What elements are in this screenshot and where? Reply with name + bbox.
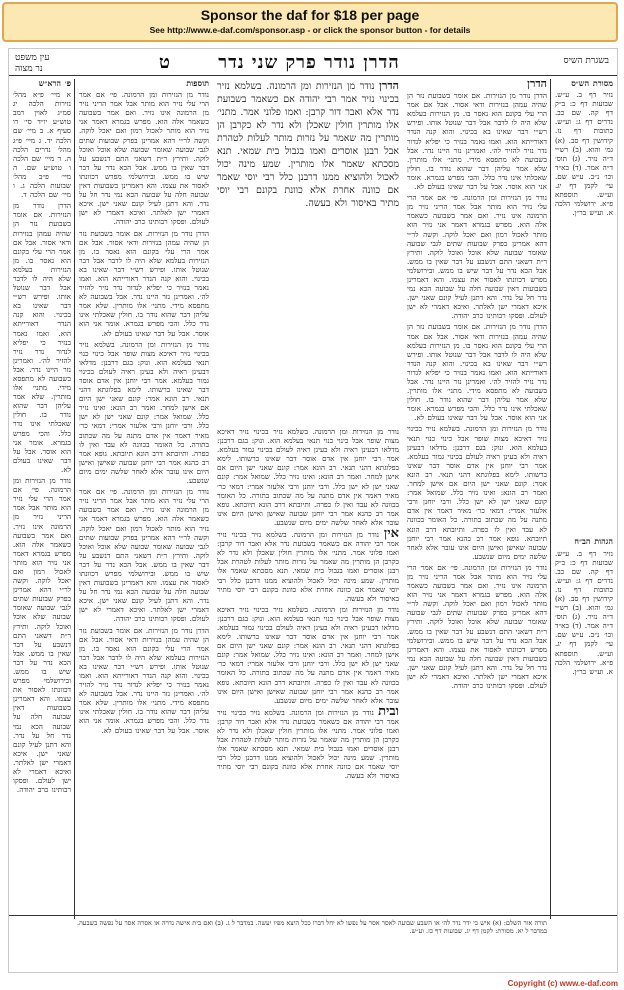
tosafot-text-5: הדרן נודר מן הנזירות. אם אומר בשבועת נזר הן שהיה עמהן בנזירות ודאי אסור. אבל אם אמר הרי עלי בקונם הוא נאסר בו. מן הנזירות בעלמא שלא היה לו לדבר אבל דבר שנוטל אותו. ופירש רש״י דבר שאינו בא בכינוי. והוא קנה הנדר דאורייתא הוא. ואמו נאמר בנזיר כי יפליא לנדור נדר נזיר להזיר לה׳. ואמרינן נזר היינו נדר. אבל בשבועה לא מתפסא מידי. מתני׳ אלו מותרין. שלא אמר עליהן דבר שהוא נודר בו. חולין שאכלתי אינו נדר כלל. והכי מפרש בגמרא. אומר אני הוא אוסר. אבל על דבר שאינו בעולם לא. <box>79 625 209 735</box>
header-left <box>15 53 49 76</box>
rashi-text-2: נודר מן הנזירות ומן הרמונה. פי׳ אם אמר הרי עלי נזיר הוא מותר אבל אמר הריני נזיר מן הרמונה אינו נזיר. ואם אמר בשבועה כשאמר אלה הוא. מפרש בגמרא דאמר אני נזיר הוא מותר לאכול רמון ואם יאכל לוקה. וקשה לר״י דהא אמרינן בפרק שבועות שתים לגבי שבועה שאומר שבועה שלא אוכל ואוכל לוקה. ותירץ ר״ת דשאני התם דנשבע על דבר שאין בו ממש. אבל הכא נדר על דבר שיש בו ממש. ובירושלמי מפרש דכוונתו לאסור את עצמו. והא דאמרינן בשבועות דאין שבועה חלה על שבועה הכא נמי נדר חל על נדר. והא דתנן לעיל קונם שאני ישן. איכא דאמרי ישן לאלתר. ואיכא דאמרי לא ישן לעולם. ופסקו רבותינו כרב יהודה. <box>407 193 547 321</box>
left-notes-text-2: הדרן נודר מן הנזירות. אם אומר בשבועת נזר הן שהיה עמהן בנזירות ודאי אסור. אבל אם אמר הרי עלי בקונם הוא נאסר בו. מן הנזירות בעלמא שלא היה לו לדבר אבל דבר שנוטל אותו. ופירש רש״י דבר שאינו בא בכינוי. והוא קנה הנדר דאורייתא הוא. ואמו נאמר בנזיר כי יפליא לנדור נדר נזיר להזיר לה׳. ואמרינן נזר היינו נדר. אבל בשבועה לא מתפסא מידי. מתני׳ אלו מותרין. שלא אמר עליהן דבר שהוא נודר בו. חולין שאכלתי אינו נדר כלל. והכי מפרש בגמרא. אומר אני הוא אוסר. אבל על דבר שאינו בעולם לא. <box>13 201 71 474</box>
talmud-page <box>8 48 618 973</box>
sponsor-subtitle[interactable]: See http://www.e-daf.com/sponsor.asp - or click the sponsor button - for details <box>149 25 471 35</box>
page-title: הדרן נודר פרק שני נדר <box>218 52 400 73</box>
right-notes-heading: מסורת הש״ס <box>571 79 613 88</box>
right-notes-heading-2: הגהות הב״ח <box>574 536 613 547</box>
gemara-lower-text <box>217 427 399 909</box>
left-margin-rule <box>74 79 75 919</box>
rashi-column <box>407 79 547 909</box>
gemara-center-block <box>217 79 399 419</box>
rashi-lead: הדרן <box>527 79 547 90</box>
gemara-bigword-1: אין <box>383 526 399 542</box>
tosafot-column <box>79 79 209 909</box>
header-right: בשגרת השיס <box>563 56 609 66</box>
left-margin-notes <box>13 79 71 919</box>
right-notes-text-2: נזיר דף ב. ע״ש. שבועות דף כ: ב״ק דף קה. שם כב. נדרים דף ג: וע״ש. כתובות דף נז. קידושין דף סב. (א) גמ׳ והוא. (ב) רש״י ד״ה נזיר. (ג) תוס׳ ד״ה אמר. (ד) בא״ד וכו׳ נ״ב. ע״ש שם. עי׳ לקמן דף יג. וע״ש. תוספתא פ״א. ירושלמי הלכה א. וע״ש בר״ן. <box>555 548 613 676</box>
ner-mitzvah-label: נר מצוה <box>15 64 43 75</box>
gemara-text-4: נודר מן הנזירות ומן הרמונה. בשלמא נזיר בכינוי נזיר אמר רבי יהודה אם כשאמר בשבועת נדר אלא ואבר דור קרבן: ואמו פלוני אמר. מתני׳ אלו מותרין חולין שאכלן ולא נדר לא כקרבן הן מותרין מה שאמר על נזרות מותר לעלות לטהרת אבל רבנן אוסרים ואמו בגבול בית שמאי. תנא מסכתא שאמר אלו מותרין. שמע מינה יכול לאכול ולהוציא ממנו דרבנן כלל רבי יוסי שאמר אם כוונה אחרת אלא כוונת בקונם רבי יוסי מתיר באיסור ולא בעשה. <box>217 707 399 781</box>
left-notes-text-3: נודר מן הנזירות ומן הרמונה. פי׳ אם אמר הרי עלי נזיר הוא מותר אבל אמר הריני נזיר מן הרמונה אינו נזיר. ואם אמר בשבועה כשאמר אלה הוא. מפרש בגמרא דאמר אני נזיר הוא מותר לאכול רמון ואם יאכל לוקה. וקשה לר״י דהא אמרינן בפרק שבועות שתים לגבי שבועה שאומר שבועה שלא אוכל ואוכל לוקה. ותירץ ר״ת דשאני התם דנשבע על דבר שאין בו ממש. אבל הכא נדר על דבר שיש בו ממש. ובירושלמי מפרש דכוונתו לאסור את עצמו. והא דאמרינן בשבועות דאין שבועה חלה על שבועה הכא נמי נדר חל על נדר. והא דתנן לעיל קונם שאני ישן. איכא דאמרי ישן לאלתר. ואיכא דאמרי לא ישן לעולם. ופסקו רבותינו כרב יהודה. <box>13 476 71 795</box>
copyright-link[interactable]: Copyright (c) www.e-daf.com <box>507 979 618 988</box>
ein-mishpat-label: עין משפט <box>15 53 50 63</box>
gemara-text-3: נודר מן הנזירות ומן הרמונה. בשלמא נזיר בכינוי נזיר דאיכא מצות שופר אבל כינוי כנוי תנאי בעלמא הוא. ונוק: בגם דרבנן: מדלאו דבעינן ראיה ולא בעינן ראיה לעולם בכינוי גמור בעלמא. אמר רבי יוחנן אין אדם אוסר דבר שאינו ברשותו. לימא בפלוגתא דהני תנאי. רב הונא אמר: קונם שאני ישן היום אם אישן למחר. ואמר רב הונא: ואינו נזיר כלל. שמואל אמר: קונם שאני ישן לא ישן כלל. ורבי יוחנן ורבי אלעזר אמרי: דמאי כר׳ מאיר דאמר אין אדם מתנה על מה שכתוב בתורה. כל האומר בכוונה לא עבד ואין לו כפרה. ותיובתא דרב הונא תיובתא. גופא אמר רב כהנא אמר רבי יוחנן שבועה שאישן ואישן היום אינו עובר אלא לאחר שלשה ימים מיום שנשבע. <box>217 604 399 705</box>
rashi-text-4: נודר מן הנזירות ומן הרמונה. בשלמא נזיר בכינוי נזיר דאיכא מצות שופר אבל כינוי כנוי תנאי בעלמא הוא. ונוק: בגם דרבנן: מדלאו דבעינן ראיה ולא בעינן ראיה לעולם בכינוי גמור בעלמא. אמר רבי יוחנן אין אדם אוסר דבר שאינו ברשותו. לימא בפלוגתא דהני תנאי. רב הונא אמר: קונם שאני ישן היום אם אישן למחר. ואמר רב הונא: ואינו נזיר כלל. שמואל אמר: קונם שאני ישן לא ישן כלל. ורבי יוחנן ורבי אלעזר אמרי: דמאי כר׳ מאיר דאמר אין אדם מתנה על מה שכתוב בתורה. כל האומר בכוונה לא עבד ואין לו כפרה. ותיובתא דרב הונא תיובתא. גופא אמר רב כהנא אמר רבי יוחנן שבועה שאישן ואישן היום אינו עובר אלא לאחר שלשה ימים מיום שנשבע. <box>407 424 547 561</box>
sponsor-title[interactable]: Sponsor the daf for $18 per page <box>200 7 420 23</box>
left-notes-text: א מיי׳ פ״א מהל׳ נזירות הלכה יג סמ״ג לאוין רמב טוש״ע יו״ד סי׳ רו סעיף א. ב מיי׳ שם הלכה יד. ג מיי׳ פ״ג מהל׳ נדרים הלכה ה. ד מיי׳ שם הלכה ו טוש״ע שם. ה מיי׳ פ״ב מהל׳ שבועות הלכה ג. ו מיי׳ שם הלכה ד. <box>13 90 71 200</box>
gemara-center-text: נודר מן הנזירות ומן הרמונה. בשלמא נזיר בכינוי נזיר אמר רבי יהודה אם כשאמר בשבועת נדר אלא ואבר דור קרבן: ואמו פלוני אמר. מתני׳ אלו מותרין חולין שאכלן ולא נדר לא כקרבן הן מותרין מה שאמר על נזרות מותר לעלות לטהרת אבל רבנן אוסרים ואמו בגבול בית שמאי. תנא מסכתא שאמר אלו מותרין. שמע מינה יכול לאכול ולהוציא ממנו דרבנן כלל רבי יוסי שאמר אם כוונה אחרת אלא כוונת בקונם רבי יוסי מתיר באיסור ולא בעשה. <box>217 81 399 209</box>
rashi-text-5: נודר מן הנזירות ומן הרמונה. פי׳ אם אמר הרי עלי נזיר הוא מותר אבל אמר הריני נזיר מן הרמונה אינו נזיר. ואם אמר בשבועה כשאמר אלה הוא. מפרש בגמרא דאמר אני נזיר הוא מותר לאכול רמון ואם יאכל לוקה. וקשה לר״י דהא אמרינן בפרק שבועות שתים לגבי שבועה שאומר שבועה שלא אוכל ואוכל לוקה. ותירץ ר״ת דשאני התם דנשבע על דבר שאין בו ממש. אבל הכא נדר על דבר שיש בו ממש. ובירושלמי מפרש דכוונתו לאסור את עצמו. והא דאמרינן בשבועות דאין שבועה חלה על שבועה הכא נמי נדר חל על נדר. והא דתנן לעיל קונם שאני ישן. איכא דאמרי ישן לאלתר. ואיכא דאמרי לא ישן לעולם. ופסקו רבותינו כרב יהודה. <box>407 562 547 691</box>
gemara-lead: הדרן <box>379 79 399 92</box>
gemara-text-2: נודר מן הנזירות ומן הרמונה. בשלמא נזיר בכינוי נזיר אמר רבי יהודה אם כשאמר בשבועת נדר אלא ואבר דור קרבן: ואמו פלוני אמר. מתני׳ אלו מותרין חולין שאכלן ולא נדר לא כקרבן הן מותרין מה שאמר על נזרות מותר לעלות לטהרת אבל רבנן אוסרים ואמו בגבול בית שמאי. תנא מסכתא שאמר אלו מותרין. שמע מינה יכול לאכול ולהוציא ממנו דרבנן כלל רבי יוסי שאמר אם כוונה אחרת אלא כוונת בקונם רבי יוסי מתיר באיסור ולא בעשה. <box>217 530 399 603</box>
right-margin-rule <box>550 79 551 919</box>
tosafot-text: נודר מן הנזירות ומן הרמונה. פי׳ אם אמר הרי עלי נזיר הוא מותר אבל אמר הריני נזיר מן הרמונה אינו נזיר. ואם אמר בשבועה כשאמר אלה הוא. מפרש בגמרא דאמר אני נזיר הוא מותר לאכול רמון ואם יאכל לוקה. וקשה לר״י דהא אמרינן בפרק שבועות שתים לגבי שבועה שאומר שבועה שלא אוכל ואוכל לוקה. ותירץ ר״ת דשאני התם דנשבע על דבר שאין בו ממש. אבל הכא נדר על דבר שיש בו ממש. ובירושלמי מפרש דכוונתו לאסור את עצמו. והא דאמרינן בשבועות דאין שבועה חלה על שבועה הכא נמי נדר חל על נדר. והא דתנן לעיל קונם שאני ישן. איכא דאמרי ישן לאלתר. ואיכא דאמרי לא ישן לעולם. ופסקו רבותינו כרב יהודה. <box>79 90 209 227</box>
tosafot-text-3: נודר מן הנזירות ומן הרמונה. בשלמא נזיר בכינוי נזיר דאיכא מצות שופר אבל כינוי כנוי תנאי בעלמא הוא. ונוק: בגם דרבנן: מדלאו דבעינן ראיה ולא בעינן ראיה לעולם בכינוי גמור בעלמא. אמר רבי יוחנן אין אדם אוסר דבר שאינו ברשותו. לימא בפלוגתא דהני תנאי. רב הונא אמר: קונם שאני ישן היום אם אישן למחר. ואמר רב הונא: ואינו נזיר כלל. שמואל אמר: קונם שאני ישן לא ישן כלל. ורבי יוחנן ורבי אלעזר אמרי: דמאי כר׳ מאיר דאמר אין אדם מתנה על מה שכתוב בתורה. כל האומר בכוונה לא עבד ואין לו כפרה. ותיובתא דרב הונא תיובתא. גופא אמר רב כהנא אמר רבי יוחנן שבועה שאישן ואישן היום אינו עובר אלא לאחר שלשה ימים מיום שנשבע. <box>79 339 209 486</box>
header-rule <box>9 75 617 76</box>
gemara-text: נודר מן הנזירות ומן הרמונה. בשלמא נזיר בכינוי נזיר דאיכא מצות שופר אבל כינוי כנוי תנאי בעלמא הוא. ונוק: בגם דרבנן: מדלאו דבעינן ראיה ולא בעינן ראיה לעולם בכינוי גמור בעלמא. אמר רבי יוחנן אין אדם אוסר דבר שאינו ברשותו. לימא בפלוגתא דהני תנאי. רב הונא אמר: קונם שאני ישן היום אם אישן למחר. ואמר רב הונא: ואינו נזיר כלל. שמואל אמר: קונם שאני ישן לא ישן כלל. ורבי יוחנן ורבי אלעזר אמרי: דמאי כר׳ מאיר דאמר אין אדם מתנה על מה שכתוב בתורה. כל האומר בכוונה לא עבד ואין לו כפרה. ותיובתא דרב הונא תיובתא. גופא אמר רב כהנא אמר רבי יוחנן שבועה שאישן ואישן היום אינו עובר אלא לאחר שלשה ימים מיום שנשבע. <box>217 427 399 527</box>
footnote-rule <box>9 915 617 916</box>
tosafot-text-2: הדרן נודר מן הנזירות. אם אומר בשבועת נזר הן שהיה עמהן בנזירות ודאי אסור. אבל אם אמר הרי עלי בקונם הוא נאסר בו. מן הנזירות בעלמא שלא היה לו לדבר אבל דבר שנוטל אותו. ופירש רש״י דבר שאינו בא בכינוי. והוא קנה הנדר דאורייתא הוא. ואמו נאמר בנזיר כי יפליא לנדור נדר נזיר להזיר לה׳. ואמרינן נזר היינו נדר. אבל בשבועה לא מתפסא מידי. מתני׳ אלו מותרין. שלא אמר עליהן דבר שהוא נודר בו. חולין שאכלתי אינו נדר כלל. והכי מפרש בגמרא. אומר אני הוא אוסר. אבל על דבר שאינו בעולם לא. <box>79 228 209 338</box>
tosafot-heading: תוספות <box>186 79 209 88</box>
rashi-text: הדרן נודר מן הנזירות. אם אומר בשבועת נזר הן שהיה עמהן בנזירות ודאי אסור. אבל אם אמר הרי עלי בקונם הוא נאסר בו. מן הנזירות בעלמא שלא היה לו לדבר אבל דבר שנוטל אותו. ופירש רש״י דבר שאינו בא בכינוי. והוא קנה הנדר דאורייתא הוא. ואמו נאמר בנזיר כי יפליא לנדור נדר נזיר להזיר לה׳. ואמרינן נזר היינו נדר. אבל בשבועה לא מתפסא מידי. מתני׳ אלו מותרין. שלא אמר עליהן דבר שהוא נודר בו. חולין שאכלתי אינו נדר כלל. והכי מפרש בגמרא. אומר אני הוא אוסר. אבל על דבר שאינו בעולם לא. <box>407 91 547 192</box>
right-margin-notes <box>555 79 613 919</box>
right-notes-text: נזיר דף ב. ע״ש. שבועות דף כ: ב״ק דף קה. שם כב. נדרים דף ג: וע״ש. כתובות דף נז. קידושין דף סב. (א) גמ׳ והוא. (ב) רש״י ד״ה נזיר. (ג) תוס׳ ד״ה אמר. (ד) בא״ד וכו׳ נ״ב. ע״ש שם. עי׳ לקמן דף יג. וע״ש. תוספתא פ״א. ירושלמי הלכה א. וע״ש בר״ן. <box>555 90 613 218</box>
rashi-text-3: הדרן נודר מן הנזירות. אם אומר בשבועת נזר הן שהיה עמהן בנזירות ודאי אסור. אבל אם אמר הרי עלי בקונם הוא נאסר בו. מן הנזירות בעלמא שלא היה לו לדבר אבל דבר שנוטל אותו. ופירש רש״י דבר שאינו בא בכינוי. והוא קנה הנדר דאורייתא הוא. ואמו נאמר בנזיר כי יפליא לנדור נדר נזיר להזיר לה׳. ואמרינן נזר היינו נדר. אבל בשבועה לא מתפסא מידי. מתני׳ אלו מותרין. שלא אמר עליהן דבר שהוא נודר בו. חולין שאכלתי אינו נדר כלל. והכי מפרש בגמרא. אומר אני הוא אוסר. אבל על דבר שאינו בעולם לא. <box>407 322 547 423</box>
gemara-bigword-2: ובית <box>378 703 399 719</box>
tosafot-text-4: נודר מן הנזירות ומן הרמונה. פי׳ אם אמר הרי עלי נזיר הוא מותר אבל אמר הריני נזיר מן הרמונה אינו נזיר. ואם אמר בשבועה כשאמר אלה הוא. מפרש בגמרא דאמר אני נזיר הוא מותר לאכול רמון ואם יאכל לוקה. וקשה לר״י דהא אמרינן בפרק שבועות שתים לגבי שבועה שאומר שבועה שלא אוכל ואוכל לוקה. ותירץ ר״ת דשאני התם דנשבע על דבר שאין בו ממש. אבל הכא נדר על דבר שיש בו ממש. ובירושלמי מפרש דכוונתו לאסור את עצמו. והא דאמרינן בשבועות דאין שבועה חלה על שבועה הכא נמי נדר חל על נדר. והא דתנן לעיל קונם שאני ישן. איכא דאמרי ישן לאלתר. ואיכא דאמרי לא ישן לעולם. ופסקו רבותינו כרב יהודה. <box>79 487 209 624</box>
page-number: ט <box>159 52 170 73</box>
sponsor-banner[interactable] <box>2 2 618 42</box>
footnote-text: תורה אור השלם: (א) איש כי ידר נדר לה׳ או השבע שבועה לאסר אסר על נפשו לא יחל דברו ככל היצא מפיו יעשה. במדבר ל ג. (ב) ואם בית אישה נדרה או אסרה אסר על נפשה בשבעה. במדבר ל יא. מסורת: לקמן דף יג. שבועות דף כז. וע״ש. <box>77 919 547 935</box>
rosh-heading: פ׳ הרא״ש <box>38 79 71 88</box>
